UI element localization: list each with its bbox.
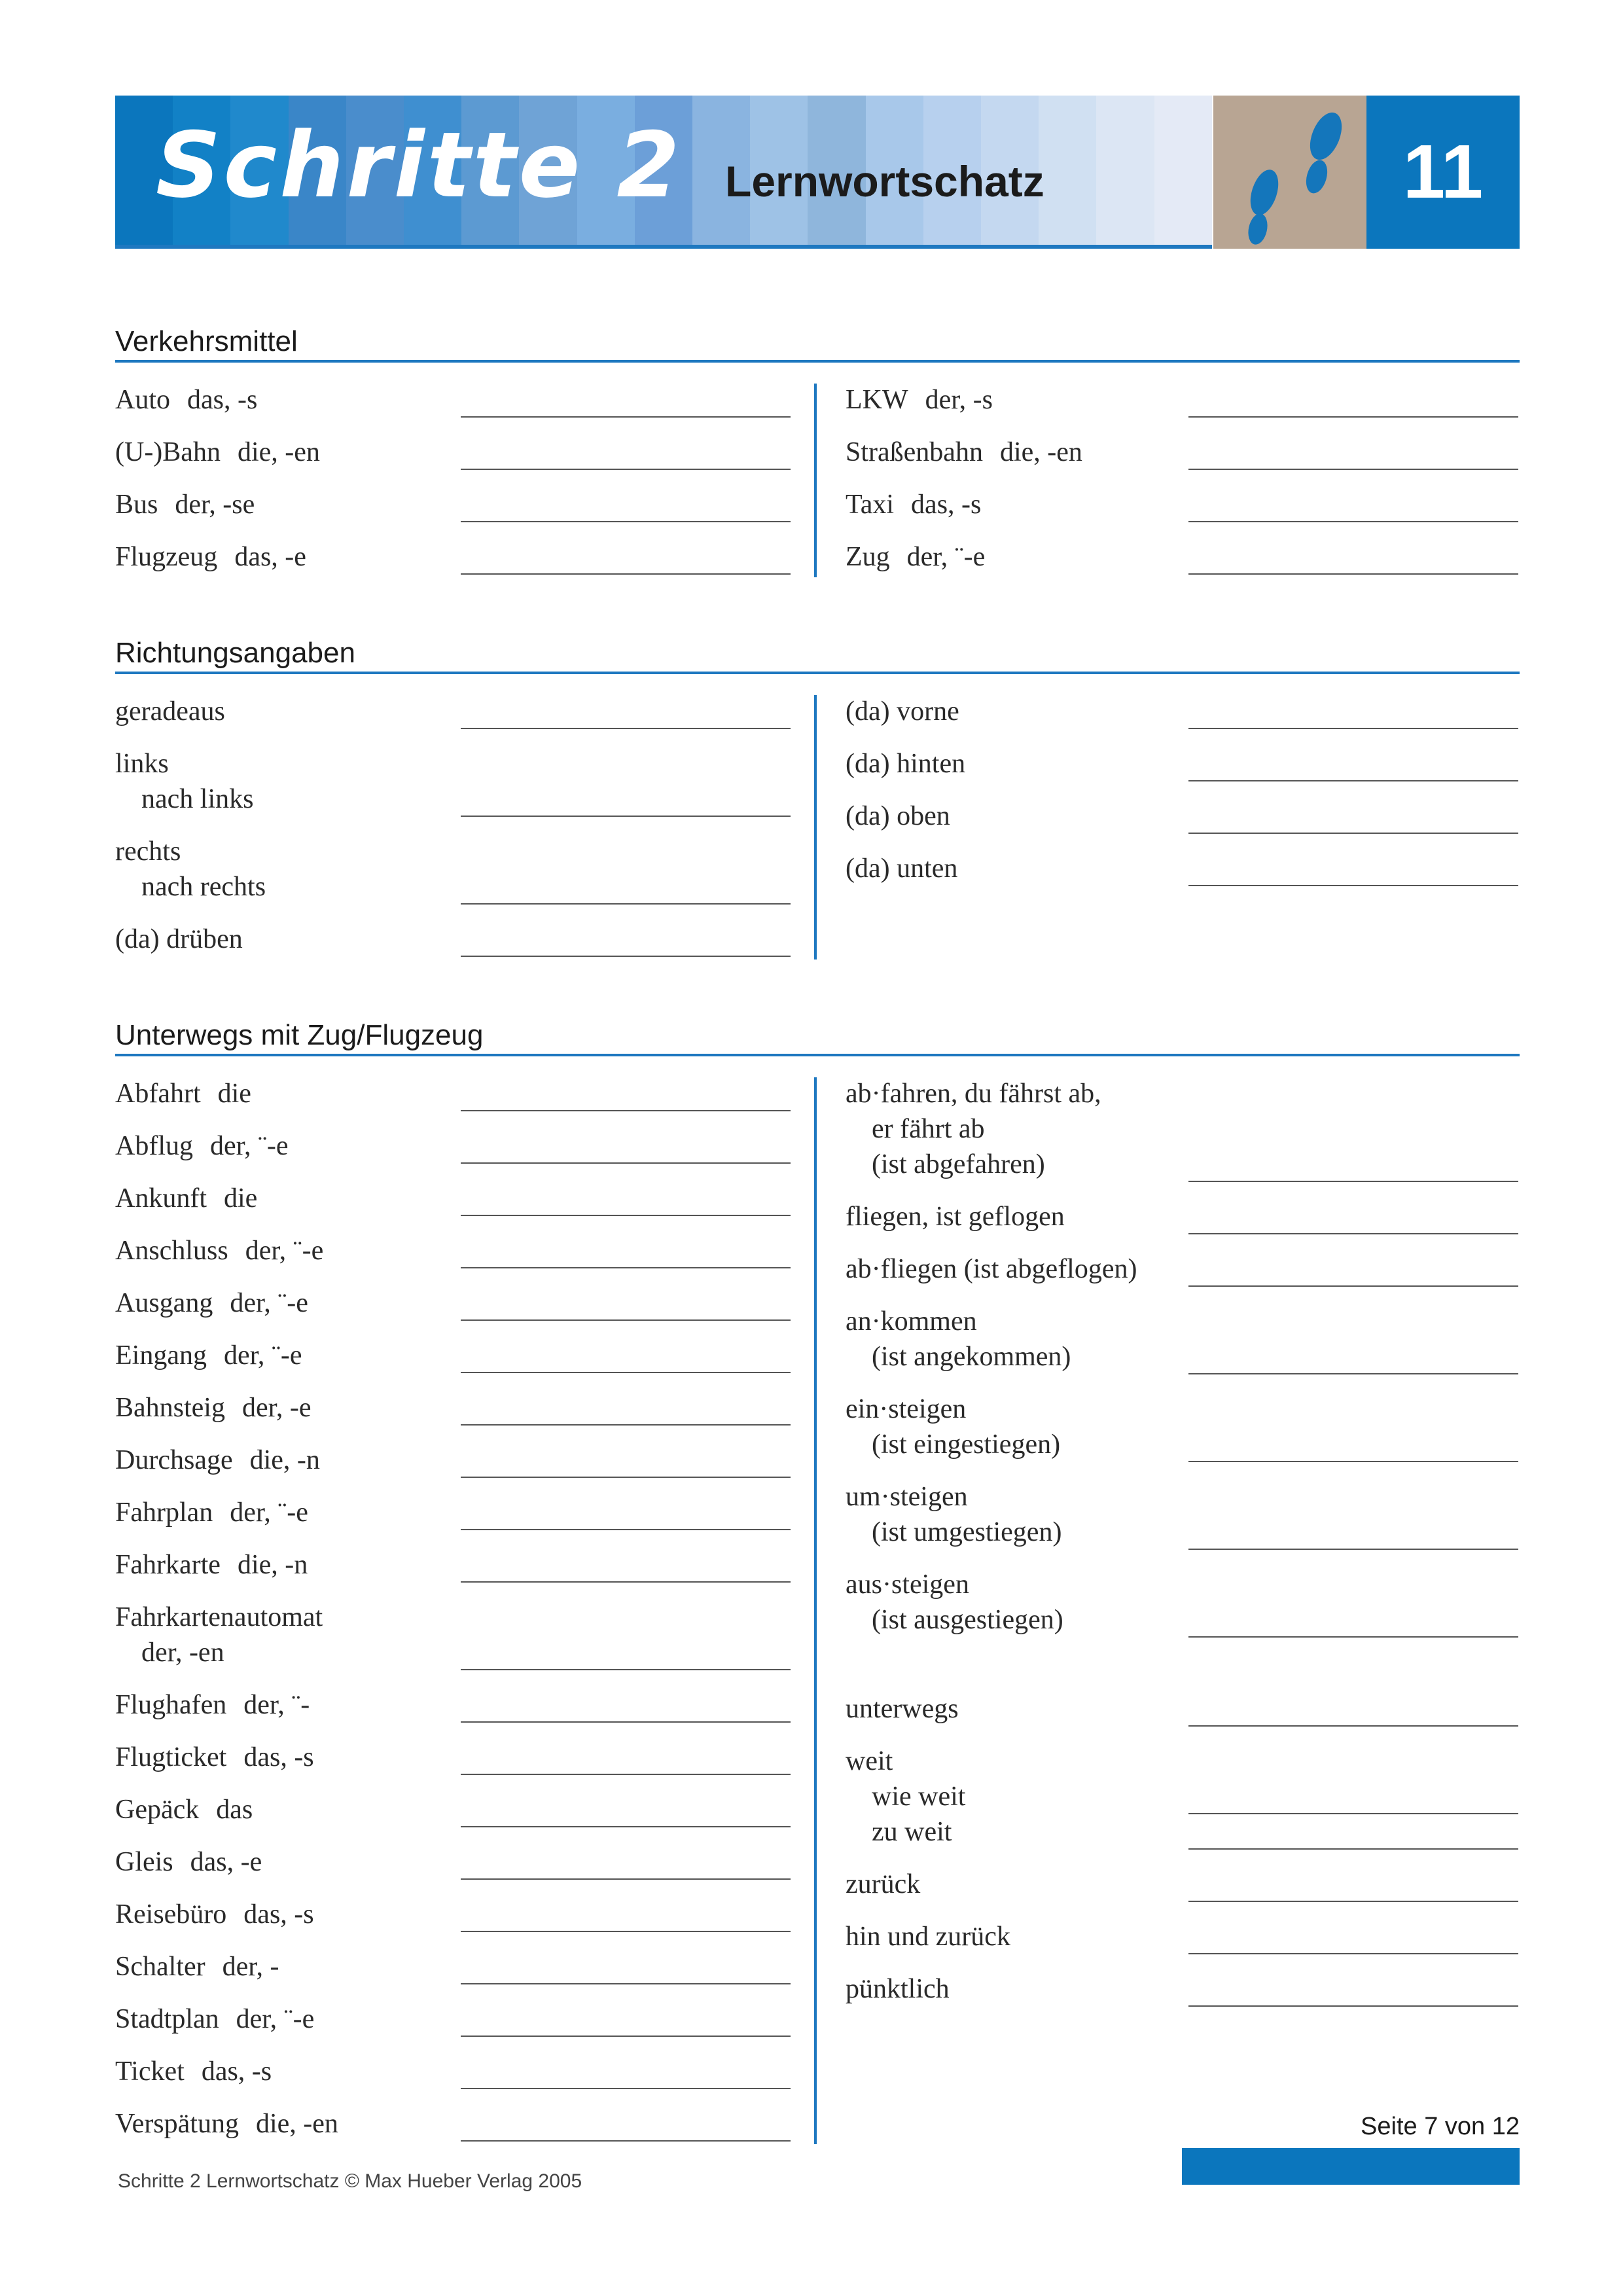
vocab-word: (da) hinten xyxy=(846,749,966,779)
vocab-grammar: der, - xyxy=(222,1952,279,1982)
vocab-entry xyxy=(115,1181,257,1216)
vocab-grammar: der, ¨-e xyxy=(210,1131,289,1161)
answer-line[interactable] xyxy=(461,1983,791,1984)
answer-line[interactable] xyxy=(1188,1953,1518,1954)
answer-line[interactable] xyxy=(1188,1725,1518,1727)
header-subtitle: Lernwortschatz xyxy=(725,157,1044,206)
banner-strip xyxy=(1154,96,1212,249)
vocab-grammar: der, ¨-e xyxy=(230,1498,308,1528)
answer-line[interactable] xyxy=(1188,885,1518,886)
vocab-entry xyxy=(115,1495,308,1530)
answer-line[interactable] xyxy=(461,1774,791,1775)
vocab-subline: (ist ausgestiegen) xyxy=(872,1605,1063,1635)
vocab-subline: wie weit xyxy=(872,1782,966,1812)
footprints-icon xyxy=(1213,96,1366,249)
answer-line[interactable] xyxy=(1188,1848,1518,1850)
vocab-word: um·steigen xyxy=(846,1482,968,1512)
vocab-grammar: das, -e xyxy=(190,1847,262,1877)
answer-line[interactable] xyxy=(1188,573,1518,575)
vocab-entry xyxy=(846,539,985,575)
vocab-word: Ausgang xyxy=(115,1288,213,1318)
vocab-word: zurück xyxy=(846,1869,921,1899)
answer-line[interactable] xyxy=(461,1669,791,1670)
answer-line[interactable] xyxy=(461,728,791,729)
vocab-word: Flugzeug xyxy=(115,542,218,572)
vocab-grammar: der, -se xyxy=(175,490,255,520)
section-rule xyxy=(115,1054,1520,1056)
vocab-word: hin und zurück xyxy=(846,1922,1010,1952)
answer-line[interactable] xyxy=(1188,1285,1518,1287)
vocab-entry xyxy=(115,487,255,522)
vocab-subline: nach rechts xyxy=(141,872,266,902)
vocab-entry xyxy=(115,1687,310,1723)
vocab-grammar: der, -e xyxy=(241,1393,312,1423)
vocab-word: LKW xyxy=(846,385,908,415)
answer-line[interactable] xyxy=(461,1477,791,1478)
vocab-entry xyxy=(115,694,225,729)
vocab-entry xyxy=(846,1919,1010,1954)
lesson-badge xyxy=(1366,96,1520,249)
vocab-entry xyxy=(115,1949,279,1984)
answer-line[interactable] xyxy=(461,1319,791,1321)
vocab-word: Auto xyxy=(115,385,170,415)
vocab-word: Stadtplan xyxy=(115,2004,219,2034)
vocab-word: pünktlich xyxy=(846,1974,950,2004)
vocab-word: ab·fliegen (ist abgeflogen) xyxy=(846,1254,1137,1284)
vocab-entry xyxy=(115,1740,314,1775)
vocab-word: Verspätung xyxy=(115,2109,239,2139)
section-title: Verkehrsmittel xyxy=(115,325,298,357)
vocab-word: Flughafen xyxy=(115,1690,227,1720)
vocab-grammar: die xyxy=(217,1079,251,1109)
vocab-entry xyxy=(115,1285,308,1321)
answer-line[interactable] xyxy=(461,816,791,817)
vocab-word: (da) unten xyxy=(846,853,958,884)
answer-line[interactable] xyxy=(461,1581,791,1583)
vocab-entry xyxy=(115,922,243,957)
section-rule xyxy=(115,360,1520,363)
vocab-entry xyxy=(115,1443,320,1478)
answer-line[interactable] xyxy=(461,1267,791,1268)
vocab-word: Bahnsteig xyxy=(115,1393,225,1423)
vocab-word: links xyxy=(115,749,169,779)
vocab-word: Flugticket xyxy=(115,1742,227,1772)
vocab-entry xyxy=(846,1691,959,1727)
vocab-subline: (ist eingestiegen) xyxy=(872,1429,1061,1460)
answer-line[interactable] xyxy=(1188,1813,1518,1814)
vocab-entry xyxy=(115,1547,308,1583)
answer-line[interactable] xyxy=(461,2036,791,2037)
vocab-word: Ankunft xyxy=(115,1183,207,1213)
vocab-subline: (ist angekommen) xyxy=(872,1342,1071,1372)
vocab-word: ein·steigen xyxy=(846,1394,967,1424)
answer-line[interactable] xyxy=(461,1931,791,1932)
vocab-grammar: der, ¨-e xyxy=(906,542,986,572)
answer-line[interactable] xyxy=(1188,1233,1518,1234)
answer-line[interactable] xyxy=(461,1215,791,1216)
vocab-entry xyxy=(846,694,959,729)
vocab-subline: er fährt ab xyxy=(872,1114,985,1144)
vocab-entry xyxy=(846,487,981,522)
vocab-word: (da) oben xyxy=(846,801,950,831)
vocab-word: an·kommen xyxy=(846,1306,977,1336)
vocab-entry xyxy=(846,1304,1071,1374)
vocab-entry xyxy=(846,798,950,834)
footer-bar xyxy=(1182,2148,1520,2185)
answer-line[interactable] xyxy=(1188,2005,1518,2007)
vocab-subline: nach links xyxy=(141,784,254,814)
vocab-word: Straßenbahn xyxy=(846,437,983,467)
vocab-entry xyxy=(846,1867,920,1902)
answer-line[interactable] xyxy=(1188,1461,1518,1462)
vocab-entry xyxy=(846,1199,1065,1234)
answer-line[interactable] xyxy=(1188,1373,1518,1374)
vocab-word: geradeaus xyxy=(115,696,225,726)
vocab-entry xyxy=(115,746,253,817)
vocab-entry xyxy=(846,1971,950,2007)
answer-line[interactable] xyxy=(461,521,791,522)
vocab-word: Gepäck xyxy=(115,1795,200,1825)
vocab-grammar: der, ¨-e xyxy=(223,1340,302,1371)
vocab-entry xyxy=(846,746,965,781)
banner-strip xyxy=(1096,96,1154,249)
schritte-logo: Schritte 2 xyxy=(156,113,683,218)
answer-line[interactable] xyxy=(1188,1549,1518,1550)
vocab-grammar: das, -s xyxy=(911,490,982,520)
answer-line[interactable] xyxy=(1188,780,1518,781)
vocab-entry xyxy=(846,1744,965,1850)
answer-line[interactable] xyxy=(461,2140,791,2142)
vocab-word: rechts xyxy=(115,836,181,867)
answer-line[interactable] xyxy=(461,2088,791,2089)
vocab-word: Fahrplan xyxy=(115,1498,213,1528)
answer-line[interactable] xyxy=(461,573,791,575)
section-rule xyxy=(115,672,1520,674)
vocab-word: (da) vorne xyxy=(846,696,959,726)
answer-line[interactable] xyxy=(1188,416,1518,418)
footprints-panel xyxy=(1213,96,1366,249)
vocab-grammar: der, -s xyxy=(925,385,993,415)
vocab-word: Taxi xyxy=(846,490,895,520)
vocab-word: aus·steigen xyxy=(846,1570,969,1600)
banner-underline xyxy=(115,245,1212,249)
answer-line[interactable] xyxy=(461,1878,791,1880)
answer-line[interactable] xyxy=(1188,521,1518,522)
answer-line[interactable] xyxy=(1188,469,1518,470)
vocab-entry xyxy=(115,382,257,418)
vocab-grammar: das, -s xyxy=(243,1899,314,1929)
vocab-word: fliegen, ist geflogen xyxy=(846,1202,1065,1232)
answer-line[interactable] xyxy=(461,416,791,418)
vocab-subline: (ist umgestiegen) xyxy=(872,1517,1062,1547)
page-header xyxy=(115,96,1520,249)
vocab-word: Eingang xyxy=(115,1340,207,1371)
vocab-subline: der, -en xyxy=(141,1638,224,1668)
answer-line[interactable] xyxy=(1188,833,1518,834)
answer-line[interactable] xyxy=(461,1372,791,1373)
vocab-subline: (ist abgefahren) xyxy=(872,1149,1045,1179)
vocab-entry xyxy=(115,1897,314,1932)
vocab-word: Ticket xyxy=(115,2056,185,2087)
vocab-entry xyxy=(846,1251,1137,1287)
vocab-entry xyxy=(115,1338,302,1373)
vocab-grammar: die, -en xyxy=(255,2109,338,2139)
vocab-word: (da) drüben xyxy=(115,924,243,954)
answer-line[interactable] xyxy=(461,1162,791,1164)
vocab-grammar: der, ¨- xyxy=(243,1690,310,1720)
vocab-entry xyxy=(115,2106,338,2142)
vocab-grammar: der, ¨-e xyxy=(245,1236,324,1266)
vocab-word: Reisebüro xyxy=(115,1899,227,1929)
vocab-entry xyxy=(846,1567,1063,1638)
answer-line[interactable] xyxy=(461,956,791,957)
vocab-grammar: das, -s xyxy=(201,2056,272,2087)
vocab-subline: zu weit xyxy=(872,1817,952,1847)
vocab-entry xyxy=(846,851,957,886)
lesson-number: 11 xyxy=(1402,129,1484,214)
section-title: Unterwegs mit Zug/Flugzeug xyxy=(115,1019,484,1051)
vocab-grammar: das, -e xyxy=(234,542,306,572)
column-divider xyxy=(814,1077,817,2144)
vocab-entry xyxy=(115,2054,272,2089)
section-title: Richtungsangaben xyxy=(115,637,355,669)
vocab-entry xyxy=(115,1390,312,1426)
answer-line[interactable] xyxy=(461,1529,791,1530)
vocab-grammar: die, -en xyxy=(237,437,320,467)
vocab-grammar: die, -en xyxy=(999,437,1082,467)
answer-line[interactable] xyxy=(461,1110,791,1111)
column-divider xyxy=(814,695,817,960)
answer-line[interactable] xyxy=(461,1826,791,1827)
vocab-word: Gleis xyxy=(115,1847,173,1877)
vocab-entry xyxy=(846,1391,1060,1462)
vocab-word: Schalter xyxy=(115,1952,205,1982)
vocab-grammar: der, ¨-e xyxy=(236,2004,315,2034)
answer-line[interactable] xyxy=(461,903,791,905)
answer-line[interactable] xyxy=(461,469,791,470)
vocab-entry xyxy=(846,382,993,418)
column-divider xyxy=(814,384,817,577)
answer-line[interactable] xyxy=(1188,728,1518,729)
vocab-word: ab·fahren, du fährst ab, xyxy=(846,1079,1101,1109)
vocab-grammar: die, -n xyxy=(249,1445,320,1475)
vocab-grammar: das, -s xyxy=(243,1742,314,1772)
vocab-entry xyxy=(846,435,1082,470)
vocab-word: unterwegs xyxy=(846,1694,959,1724)
vocab-word: Fahrkarte xyxy=(115,1550,221,1580)
answer-line[interactable] xyxy=(1188,1636,1518,1638)
vocab-word: Abflug xyxy=(115,1131,193,1161)
copyright-notice: Schritte 2 Lernwortschatz © Max Hueber Verlag 2005 xyxy=(118,2170,582,2192)
vocab-entry xyxy=(115,834,266,905)
answer-line[interactable] xyxy=(1188,1181,1518,1182)
answer-line[interactable] xyxy=(461,1424,791,1426)
vocab-word: Anschluss xyxy=(115,1236,228,1266)
page-number: Seite 7 von 12 xyxy=(1361,2113,1520,2140)
vocab-entry xyxy=(115,1076,251,1111)
vocab-entry xyxy=(115,1844,262,1880)
vocab-grammar: das xyxy=(216,1795,253,1825)
vocab-word: weit xyxy=(846,1746,893,1776)
vocab-entry xyxy=(115,435,320,470)
vocab-grammar: das, -s xyxy=(187,385,258,415)
vocab-word: (U-)Bahn xyxy=(115,437,221,467)
vocab-entry xyxy=(846,1479,1061,1550)
vocab-entry xyxy=(115,1128,289,1164)
vocab-word: Abfahrt xyxy=(115,1079,201,1109)
banner-strip xyxy=(1039,96,1096,249)
vocab-entry xyxy=(115,1600,323,1670)
vocab-entry xyxy=(846,1076,1101,1182)
vocab-grammar: die xyxy=(224,1183,258,1213)
vocab-grammar: die, -n xyxy=(237,1550,308,1580)
vocab-grammar: der, ¨-e xyxy=(230,1288,308,1318)
answer-line[interactable] xyxy=(1188,1901,1518,1902)
vocab-entry xyxy=(115,539,306,575)
vocab-entry xyxy=(115,1233,323,1268)
vocab-entry xyxy=(115,1792,253,1827)
answer-line[interactable] xyxy=(461,1721,791,1723)
vocab-word: Fahrkartenautomat xyxy=(115,1602,323,1632)
vocab-entry xyxy=(115,2001,314,2037)
vocab-word: Durchsage xyxy=(115,1445,233,1475)
vocab-word: Bus xyxy=(115,490,158,520)
vocab-word: Zug xyxy=(846,542,890,572)
